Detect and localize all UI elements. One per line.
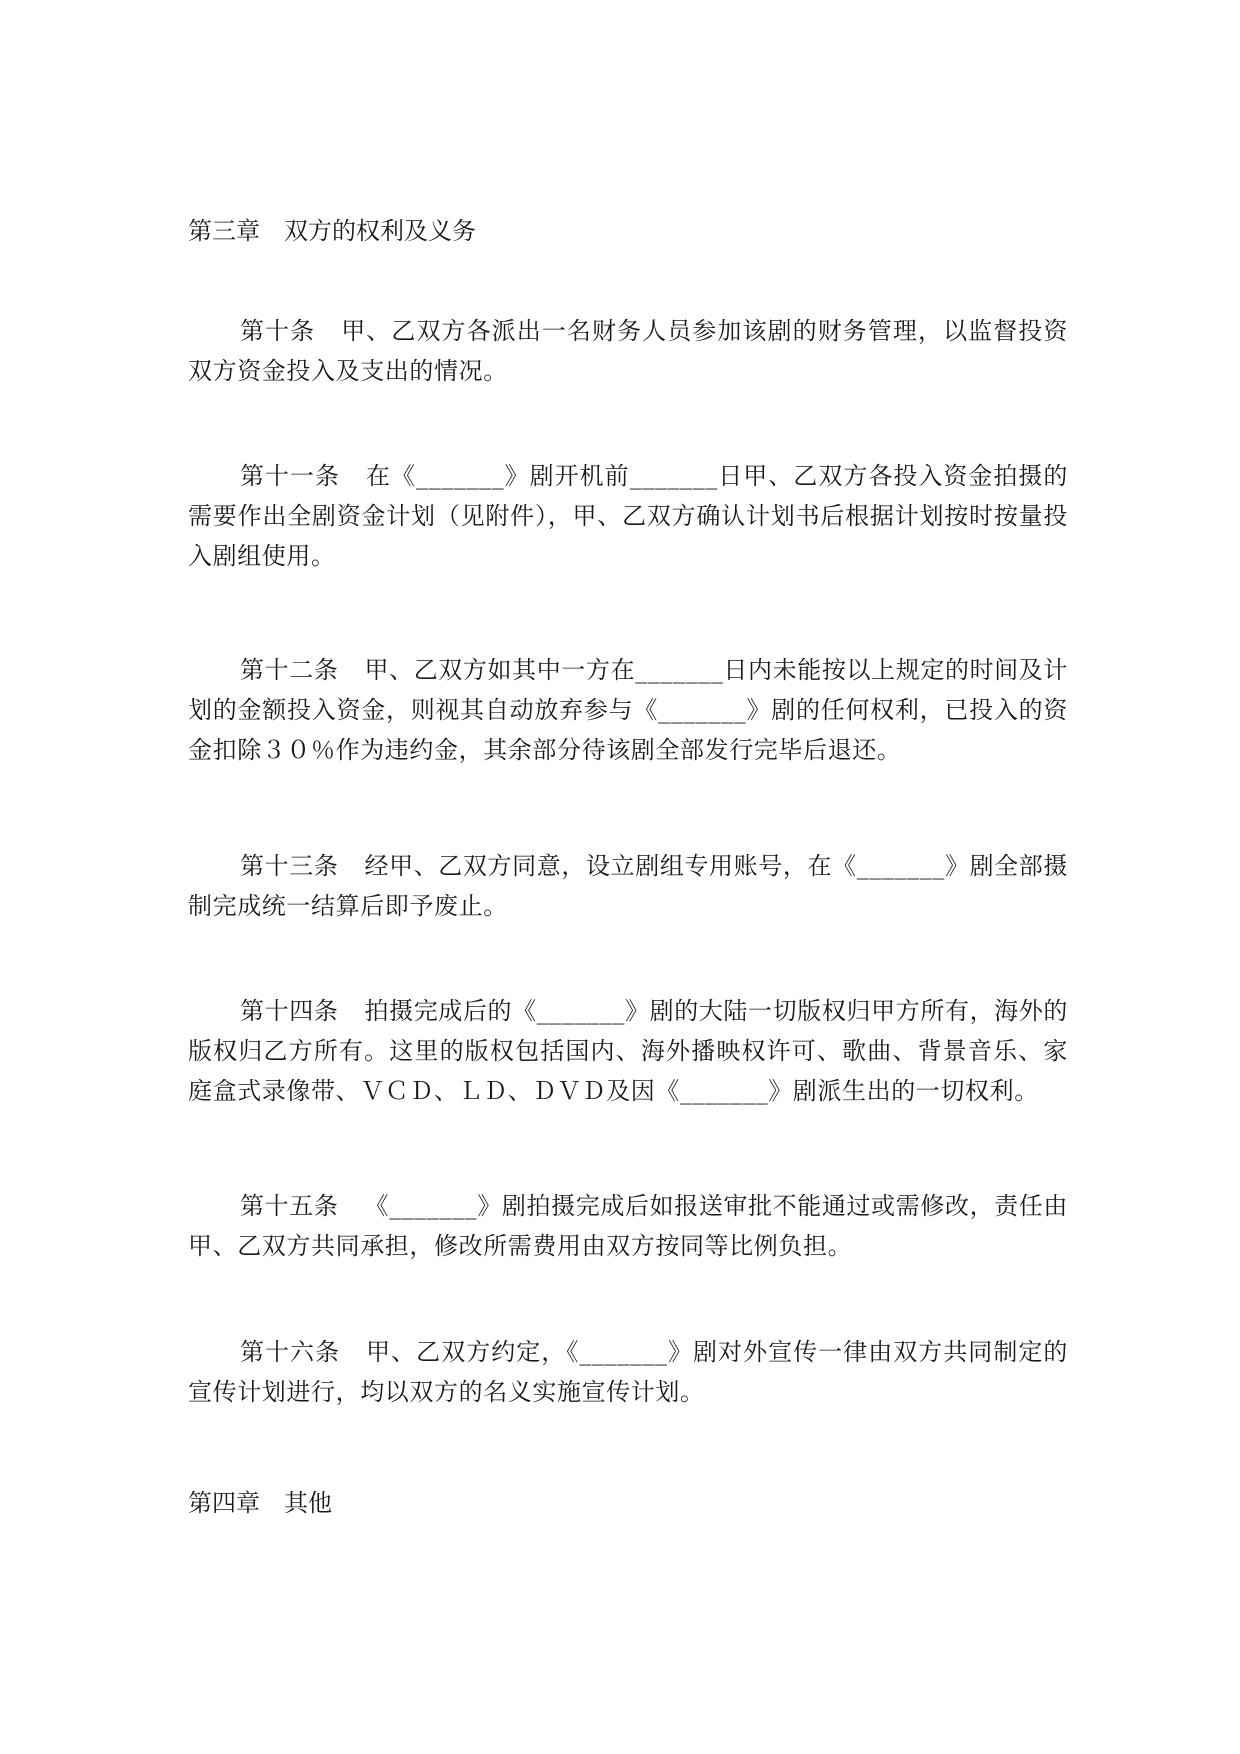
clause-15-number: 第十五条 <box>240 1192 339 1220</box>
clause-14-text: 拍摄完成后的《_______》剧的大陆一切版权归甲方所有，海外的版权归乙方所有。这里的版权包括国内、海外播映权许可、歌曲、背景音乐、家庭盒式录像带、ＶＣＤ、ＬＤ、ＤＶＤ及因《_______》剧派生出的一切权利。 <box>188 997 1069 1105</box>
clause-11-text: 在《_______》剧开机前_______日甲、乙双方各投入资金拍摄的需要作出全剧资金计划（见附件），甲、乙双方确认计划书后根据计划按时按量投入剧组使用。 <box>188 462 1068 570</box>
clause-13-text: 经甲、乙双方同意，设立剧组专用账号，在《_______》剧全部摄制完成统一结算后即予废止。 <box>188 852 1069 920</box>
clause-13-number: 第十三条 <box>240 852 339 880</box>
clause-11 <box>188 456 1068 576</box>
clause-16 <box>188 1332 1068 1412</box>
chapter-4-heading <box>188 1484 332 1522</box>
clause-14 <box>188 991 1068 1111</box>
clause-13 <box>188 846 1068 926</box>
clause-11-number: 第十一条 <box>240 462 341 490</box>
clause-16-text: 甲、乙双方约定，《_______》剧对外宣传一律由双方共同制定的宣传计划进行，均以双方的名义实施宣传计划。 <box>188 1338 1068 1406</box>
chapter-4-number: 第四章 <box>188 1489 260 1517</box>
clause-10-text: 甲、乙双方各派出一名财务人员参加该剧的财务管理，以监督投资双方资金投入及支出的情况。 <box>188 317 1068 385</box>
chapter-4-title: 其他 <box>284 1489 332 1517</box>
chapter-3-number: 第三章 <box>188 217 260 245</box>
clause-12-text: 甲、乙双方如其中一方在_______日内未能按以上规定的时间及计划的金额投入资金，则视其自动放弃参与《_______》剧的任何权利，已投入的资金扣除３０％作为违约金，其余部分待该剧全部发行完毕后退还。 <box>188 656 1069 764</box>
chapter-3-title: 双方的权利及义务 <box>284 217 476 245</box>
clause-10 <box>188 311 1068 391</box>
clause-15-text: 《_______》剧拍摄完成后如报送审批不能通过或需修改，责任由甲、乙双方共同承担，修改所需费用由双方按同等比例负担。 <box>188 1192 1069 1260</box>
clause-12-number: 第十二条 <box>240 656 339 684</box>
clause-15 <box>188 1186 1068 1266</box>
clause-12 <box>188 650 1068 770</box>
clause-16-number: 第十六条 <box>240 1338 341 1366</box>
clause-14-number: 第十四条 <box>240 997 339 1025</box>
chapter-3-heading <box>188 212 476 250</box>
clause-10-number: 第十条 <box>240 317 316 345</box>
